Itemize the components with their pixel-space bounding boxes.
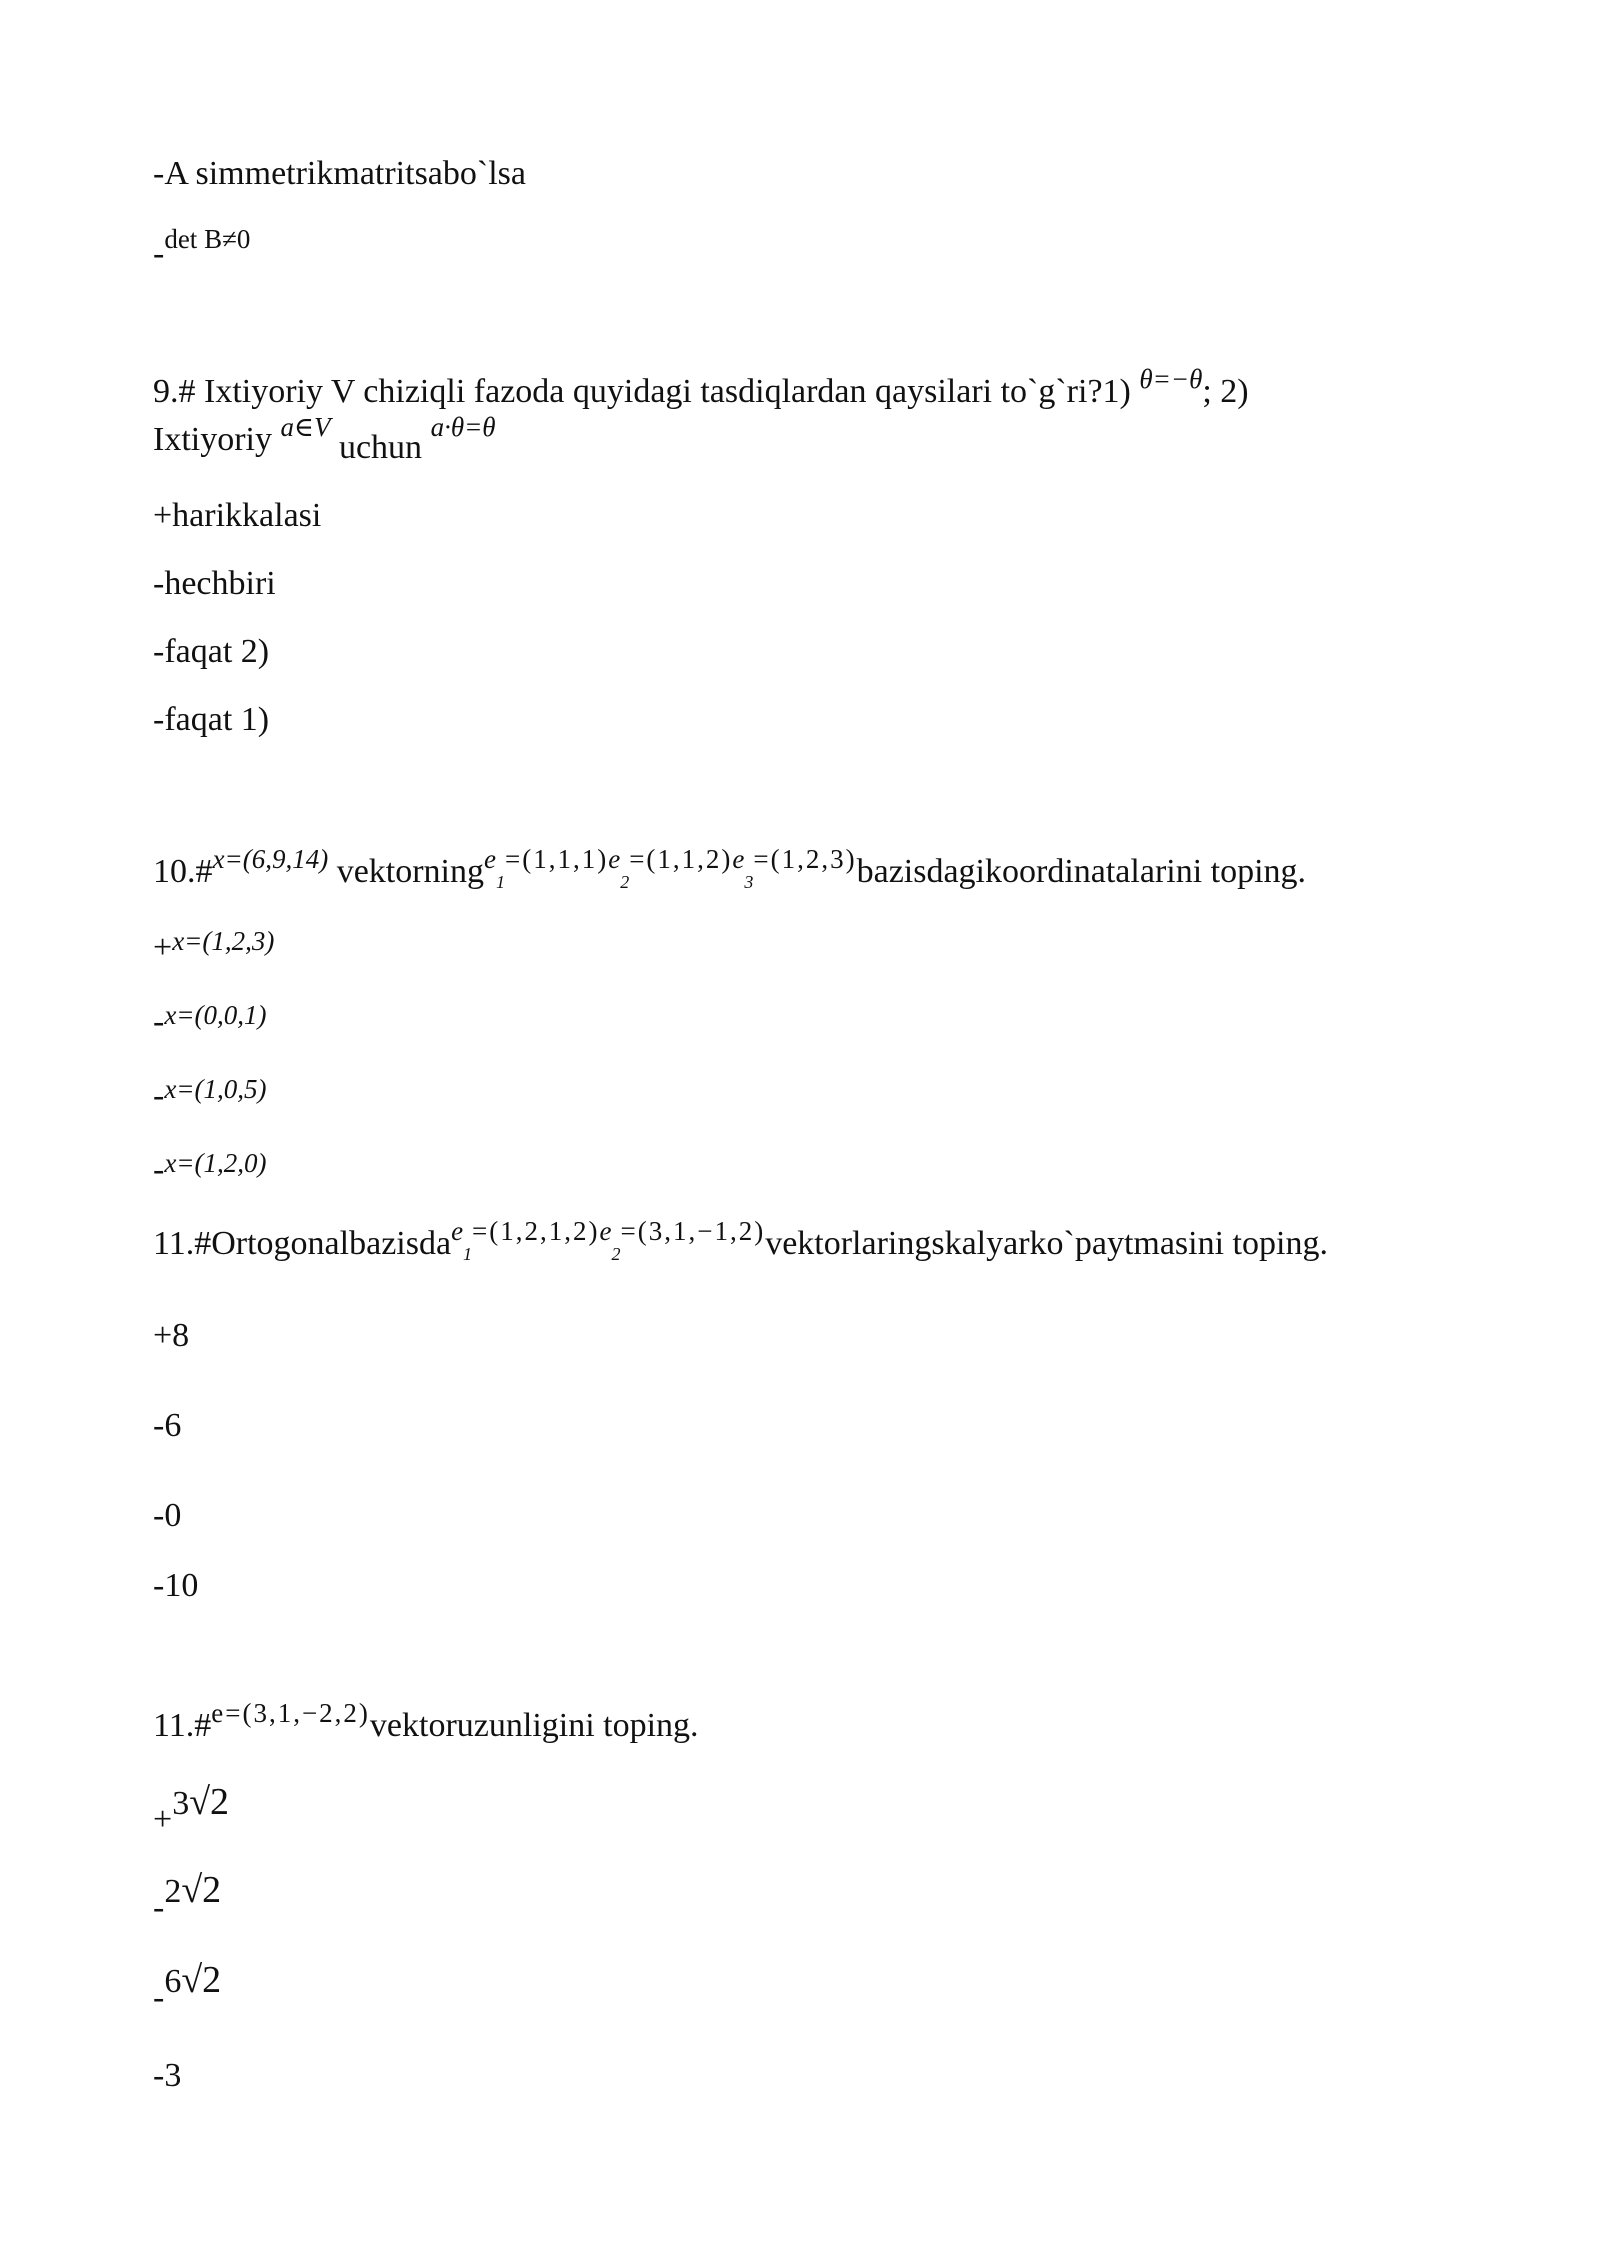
option-mark: -: [153, 1077, 165, 1114]
math-expression: x=(1,2,0): [164, 1148, 267, 1178]
math-expression: e=(3,1,−2,2): [211, 1698, 370, 1728]
math-expression: det B≠0: [164, 224, 251, 254]
question-text: 9.# Ixtiyoriy V chiziqli fazoda quyidagi tasdiqlardan qaysilari to`g`ri?1): [153, 373, 1131, 410]
option-mark: -: [153, 1979, 165, 2016]
basis-subscript: 3: [744, 872, 754, 892]
question-number: 10.#: [153, 853, 213, 890]
option-coefficient: 2: [164, 1873, 182, 1910]
sqrt-expression: √2: [181, 1959, 222, 2001]
math-expression: x=(1,0,5): [164, 1074, 267, 1104]
option-mark: -: [153, 235, 165, 272]
question-text: ; 2): [1202, 373, 1249, 410]
option-text: -faqat 2): [153, 633, 270, 670]
math-expression: a∈V: [280, 412, 331, 442]
basis-vector-label: e: [608, 844, 621, 874]
option-math: [153, 920, 275, 966]
basis-subscript: 2: [620, 872, 630, 892]
question-text: uchun: [338, 429, 423, 466]
option-math: [153, 1068, 267, 1114]
option-math: [153, 1958, 222, 2016]
math-expression: =(1,2,3): [753, 844, 857, 874]
option-math: [153, 2052, 181, 2098]
math-expression: =(3,1,−1,2): [620, 1216, 766, 1246]
question-11a-line: [153, 1216, 1328, 1265]
option-mark: -: [153, 1889, 165, 1926]
option-text: -faqat 1): [153, 701, 270, 738]
option-coefficient: 6: [164, 1963, 182, 2000]
sqrt-expression: √2: [189, 1781, 230, 1823]
question-10-line: [153, 844, 1307, 893]
math-expression: θ=−θ: [1139, 364, 1203, 394]
math-expression: =(1,1,1): [504, 844, 609, 874]
option-coefficient: -3: [153, 2057, 182, 2094]
option-mark: -: [153, 1003, 165, 1040]
option-math: [153, 218, 251, 272]
question-number: 11.#: [153, 1707, 212, 1744]
math-expression: =(1,2,1,2): [472, 1216, 600, 1246]
question-9-line2: [153, 412, 496, 466]
math-expression: x=(0,0,1): [164, 1000, 267, 1030]
math-expression: =(1,1,2): [629, 844, 733, 874]
basis-subscript: 1: [495, 872, 505, 892]
option-mark: -: [153, 1151, 165, 1188]
option-text: +harikkalasi: [153, 497, 322, 534]
basis-subscript: 1: [463, 1244, 473, 1264]
question-text: bazisdagikoordinatalarini toping.: [856, 853, 1307, 890]
basis-subscript: 2: [611, 1244, 621, 1264]
option-mark: +: [153, 1801, 173, 1838]
math-expression: x=(6,9,14): [212, 844, 329, 874]
basis-vector-label: e: [451, 1216, 464, 1246]
math-expression: a·θ=θ: [430, 412, 496, 442]
option-math: [153, 1780, 230, 1838]
question-text: Ixtiyoriy: [153, 421, 272, 458]
option-text: +8: [153, 1317, 190, 1354]
question-text: vektoruzunligini toping.: [369, 1707, 699, 1744]
sqrt-expression: √2: [181, 1869, 222, 1911]
option-mark: +: [153, 929, 173, 966]
question-text: vektorning: [328, 853, 484, 890]
question-9-line1: [153, 364, 1249, 413]
option-math: [153, 1868, 222, 1926]
option-math: [153, 994, 267, 1040]
question-text: vektorlaringskalyarko`paytmasini toping.: [765, 1225, 1328, 1262]
basis-vector-label: e: [732, 844, 745, 874]
math-expression: x=(1,2,3): [172, 926, 275, 956]
option-coefficient: 3: [172, 1785, 190, 1822]
option-math: [153, 1142, 267, 1188]
option-text: -6: [153, 1407, 182, 1444]
question-text: 11.#Ortogonalbazisda: [153, 1225, 452, 1262]
option-text: -10: [153, 1567, 199, 1604]
question-11b-line: [153, 1698, 699, 1747]
option-text: -0: [153, 1497, 182, 1534]
basis-vector-label: e: [484, 844, 496, 874]
option-text: -hechbiri: [153, 565, 276, 602]
option-text: -A simmetrikmatritsabo`lsa: [153, 155, 526, 192]
basis-vector-label: e: [599, 1216, 612, 1246]
